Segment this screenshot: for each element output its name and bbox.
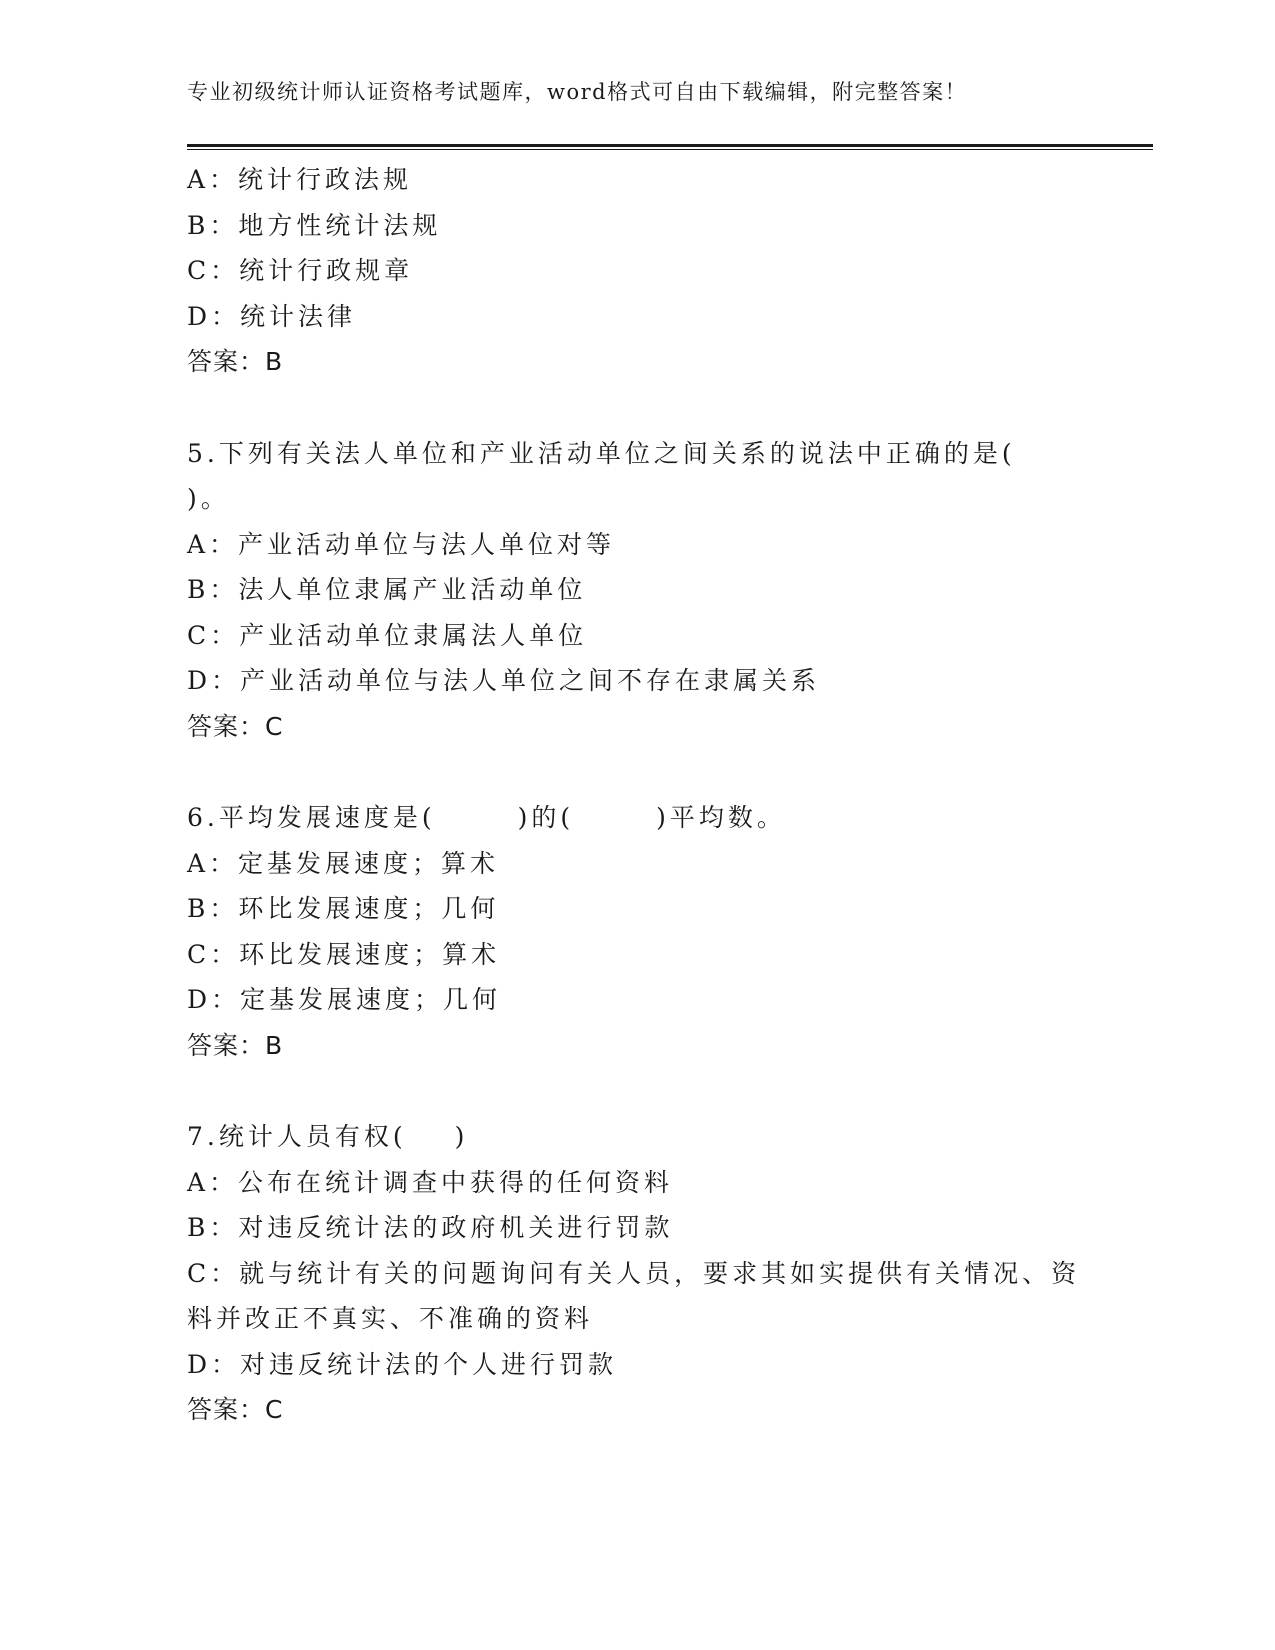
header-divider bbox=[187, 144, 1153, 151]
option-d: D：定基发展速度；几何 bbox=[187, 985, 502, 1014]
spacer bbox=[187, 385, 1087, 431]
option-c: C：就与统计有关的问题询问有关人员，要求其如实提供有关情况、资 bbox=[187, 1258, 1081, 1288]
spacer bbox=[187, 1068, 1087, 1114]
option-a: A：产业活动单位与法人单位对等 bbox=[187, 529, 616, 559]
option-b: B：法人单位隶属产业活动单位 bbox=[187, 575, 587, 604]
question-stem bbox=[187, 1114, 1087, 1160]
answer: 答案：B bbox=[187, 1030, 284, 1060]
option-b: B：环比发展速度；几何 bbox=[187, 894, 500, 923]
stem-part-3: )平均数。 bbox=[656, 803, 786, 832]
question-stem: 5.下列有关法人单位和产业活动单位之间关系的说法中正确的是( bbox=[187, 438, 1016, 468]
option-a: A：公布在统计调查中获得的任何资料 bbox=[187, 1167, 674, 1197]
question-5 bbox=[187, 431, 1087, 750]
question-6 bbox=[187, 795, 1087, 1068]
option-b: B：地方性统计法规 bbox=[187, 210, 442, 240]
option-c: C：环比发展速度；算术 bbox=[187, 939, 501, 969]
stem-part-2: )的( bbox=[517, 803, 575, 832]
question-list bbox=[187, 157, 1087, 1433]
page-header: 专业初级统计师认证资格考试题库，word格式可自由下载编辑，附完整答案！ bbox=[187, 80, 968, 104]
answer: 答案：B bbox=[187, 347, 284, 376]
stem-part-1: 7.统计人员有权( bbox=[187, 1122, 407, 1151]
header-divider-thick bbox=[187, 144, 1153, 147]
option-b: B：对违反统计法的政府机关进行罚款 bbox=[187, 1213, 674, 1242]
spacer bbox=[187, 749, 1087, 795]
option-a: A：统计行政法规 bbox=[187, 165, 413, 194]
question-7 bbox=[187, 1114, 1087, 1433]
option-c: C：产业活动单位隶属法人单位 bbox=[187, 620, 588, 650]
option-c: C：统计行政规章 bbox=[187, 256, 414, 285]
answer: 答案：C bbox=[187, 711, 284, 741]
question-stem bbox=[187, 795, 1087, 841]
option-a: A：定基发展速度；算术 bbox=[187, 848, 500, 878]
question-4 bbox=[187, 157, 1087, 385]
header-divider-thin bbox=[187, 149, 1153, 150]
stem-part-1: 6.平均发展速度是( bbox=[187, 803, 436, 832]
option-d: D：产业活动单位与法人单位之间不存在隶属关系 bbox=[187, 666, 821, 695]
option-c-continued: 料并改正不真实、不准确的资料 bbox=[187, 1304, 594, 1333]
option-d: D：统计法律 bbox=[187, 301, 357, 331]
question-stem-continued: )。 bbox=[187, 484, 230, 513]
option-d: D：对违反统计法的个人进行罚款 bbox=[187, 1349, 618, 1379]
stem-part-2: ) bbox=[454, 1122, 469, 1151]
answer: 答案：C bbox=[187, 1395, 284, 1424]
